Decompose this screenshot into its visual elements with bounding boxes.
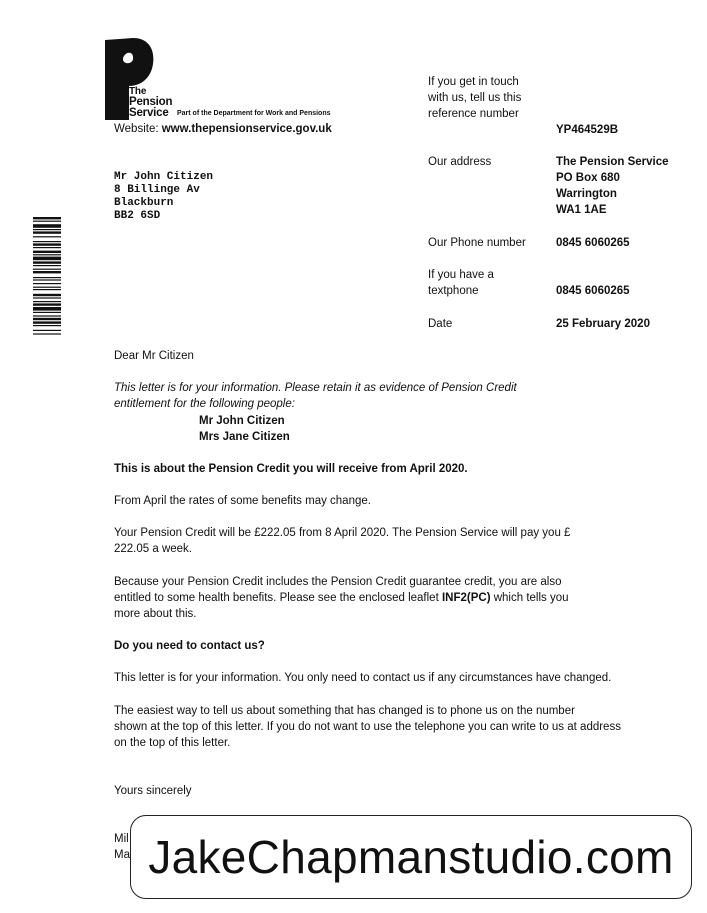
logo-line-service: Service <box>129 107 169 119</box>
section-heading-contact: Do you need to contact us? <box>114 640 265 652</box>
amount-paragraph <box>114 525 674 557</box>
barcode-bar <box>33 251 61 253</box>
barcode-bar <box>33 254 61 255</box>
person-name: Mrs Jane Citizen <box>199 431 290 443</box>
barcode <box>33 217 61 380</box>
salutation: Dear Mr Citizen <box>114 350 194 362</box>
amount-line: 222.05 a week. <box>114 543 193 555</box>
contact-paragraph: This letter is for your information. You only need to contact us if any circumstances have changed. <box>114 672 612 684</box>
intro-paragraph <box>114 380 674 412</box>
barcode-bar <box>33 283 61 284</box>
health-benefits-paragraph <box>114 574 674 622</box>
reference-label-line: reference number <box>428 108 519 120</box>
barcode-bar <box>33 271 61 273</box>
barcode-bar <box>33 321 61 323</box>
barcode-bar <box>33 301 61 302</box>
department-tagline: Part of the Department for Work and Pensions <box>177 110 331 117</box>
textphone-label-line: If you have a <box>428 269 494 281</box>
reference-label <box>428 74 521 122</box>
our-address <box>556 154 669 218</box>
our-address-line: PO Box 680 <box>556 172 620 184</box>
closing: Yours sincerely <box>114 785 192 797</box>
logo-line-pension: Pension <box>129 96 173 108</box>
recipient-address-line: 8 Billinge Av <box>114 184 200 196</box>
intro-line: This letter is for your information. Please retain it as evidence of Pension Credit <box>114 382 517 394</box>
barcode-bar <box>33 241 61 242</box>
barcode-bar <box>33 330 61 331</box>
our-address-label: Our address <box>428 156 492 168</box>
barcode-bar <box>33 265 61 266</box>
barcode-bar <box>33 224 61 228</box>
our-address-line: WA1 1AE <box>556 204 607 216</box>
barcode-bar <box>33 312 61 313</box>
website-label: Website: <box>114 123 162 135</box>
signature-line-2: Ma <box>114 849 130 861</box>
recipient-address-line: Blackburn <box>114 197 174 209</box>
barcode-bar <box>33 333 61 334</box>
health-line-2-after: which tells you <box>490 592 569 604</box>
date-label: Date <box>428 318 453 330</box>
section-heading-pension-credit: This is about the Pension Credit you will receive from April 2020. <box>114 463 468 475</box>
barcode-bar <box>33 261 61 263</box>
textphone-label <box>428 267 494 299</box>
health-line: Because your Pension Credit includes the Pension Credit guarantee credit, you are also <box>114 576 562 588</box>
textphone-number[interactable]: 0845 6060265 <box>556 285 630 297</box>
phone-label: Our Phone number <box>428 237 526 249</box>
easiest-line: shown at the top of this letter. If you do not want to use the telephone you can write to us at address <box>114 721 621 733</box>
signature-line-1: Mil <box>114 833 129 845</box>
recipient-address <box>114 171 213 223</box>
website-line <box>114 123 332 135</box>
barcode-bar <box>33 297 61 298</box>
textphone-label-line: textphone <box>428 285 479 297</box>
barcode-bar <box>33 247 61 248</box>
our-address-line: Warrington <box>556 188 617 200</box>
barcode-bar <box>33 279 61 280</box>
barcode-bar <box>33 315 61 316</box>
website-url[interactable]: www.thepensionservice.gov.uk <box>161 123 332 135</box>
health-line-2 <box>114 590 674 606</box>
barcode-bar <box>33 307 61 311</box>
reference-label-line: with us, tell us this <box>428 92 522 104</box>
barcode-bar <box>33 236 61 237</box>
phone-number[interactable]: 0845 6060265 <box>556 237 630 249</box>
recipient-address-line: BB2 6SD <box>114 210 161 222</box>
barcode-bar <box>33 229 61 230</box>
leaflet-code: INF2(PC) <box>441 592 491 604</box>
barcode-bar <box>33 289 61 290</box>
rates-paragraph: From April the rates of some benefits may change. <box>114 495 371 507</box>
barcode-bar <box>33 243 61 245</box>
barcode-bar <box>33 325 61 326</box>
barcode-bar <box>33 277 61 278</box>
easiest-line: on the top of this letter. <box>114 737 231 749</box>
health-line: more about this. <box>114 608 197 620</box>
barcode-bar <box>33 221 61 222</box>
letter-date: 25 February 2020 <box>556 318 650 330</box>
health-line-2-before: entitled to some health benefits. Please see the enclosed leaflet <box>114 592 442 604</box>
barcode-bar <box>33 231 61 233</box>
barcode-bar <box>33 318 61 320</box>
reference-label-line: If you get in touch <box>428 76 519 88</box>
barcode-bar <box>33 269 61 270</box>
logo-wordmark <box>129 86 172 119</box>
our-address-line: The Pension Service <box>556 156 669 168</box>
logo-line-the: The <box>129 86 147 97</box>
barcode-bar <box>33 303 61 305</box>
watermark-banner <box>130 815 692 899</box>
easiest-way-paragraph <box>114 703 694 751</box>
easiest-line: The easiest way to tell us about something that has changed is to phone us on the number <box>114 705 575 717</box>
barcode-bar <box>33 217 61 219</box>
reference-number: YP464529B <box>556 124 619 136</box>
watermark-text: JakeChapmanstudio.com <box>148 831 674 883</box>
person-name: Mr John Citizen <box>199 415 285 427</box>
intro-line: entitlement for the following people: <box>114 398 295 410</box>
amount-line: Your Pension Credit will be £222.05 from 8 April 2020. The Pension Service will pay you £ <box>114 527 571 539</box>
recipient-address-line: Mr John Citizen <box>114 171 214 183</box>
entitled-people <box>199 413 290 445</box>
barcode-bar <box>33 287 61 288</box>
barcode-bar <box>33 257 61 261</box>
barcode-bar <box>33 294 61 296</box>
